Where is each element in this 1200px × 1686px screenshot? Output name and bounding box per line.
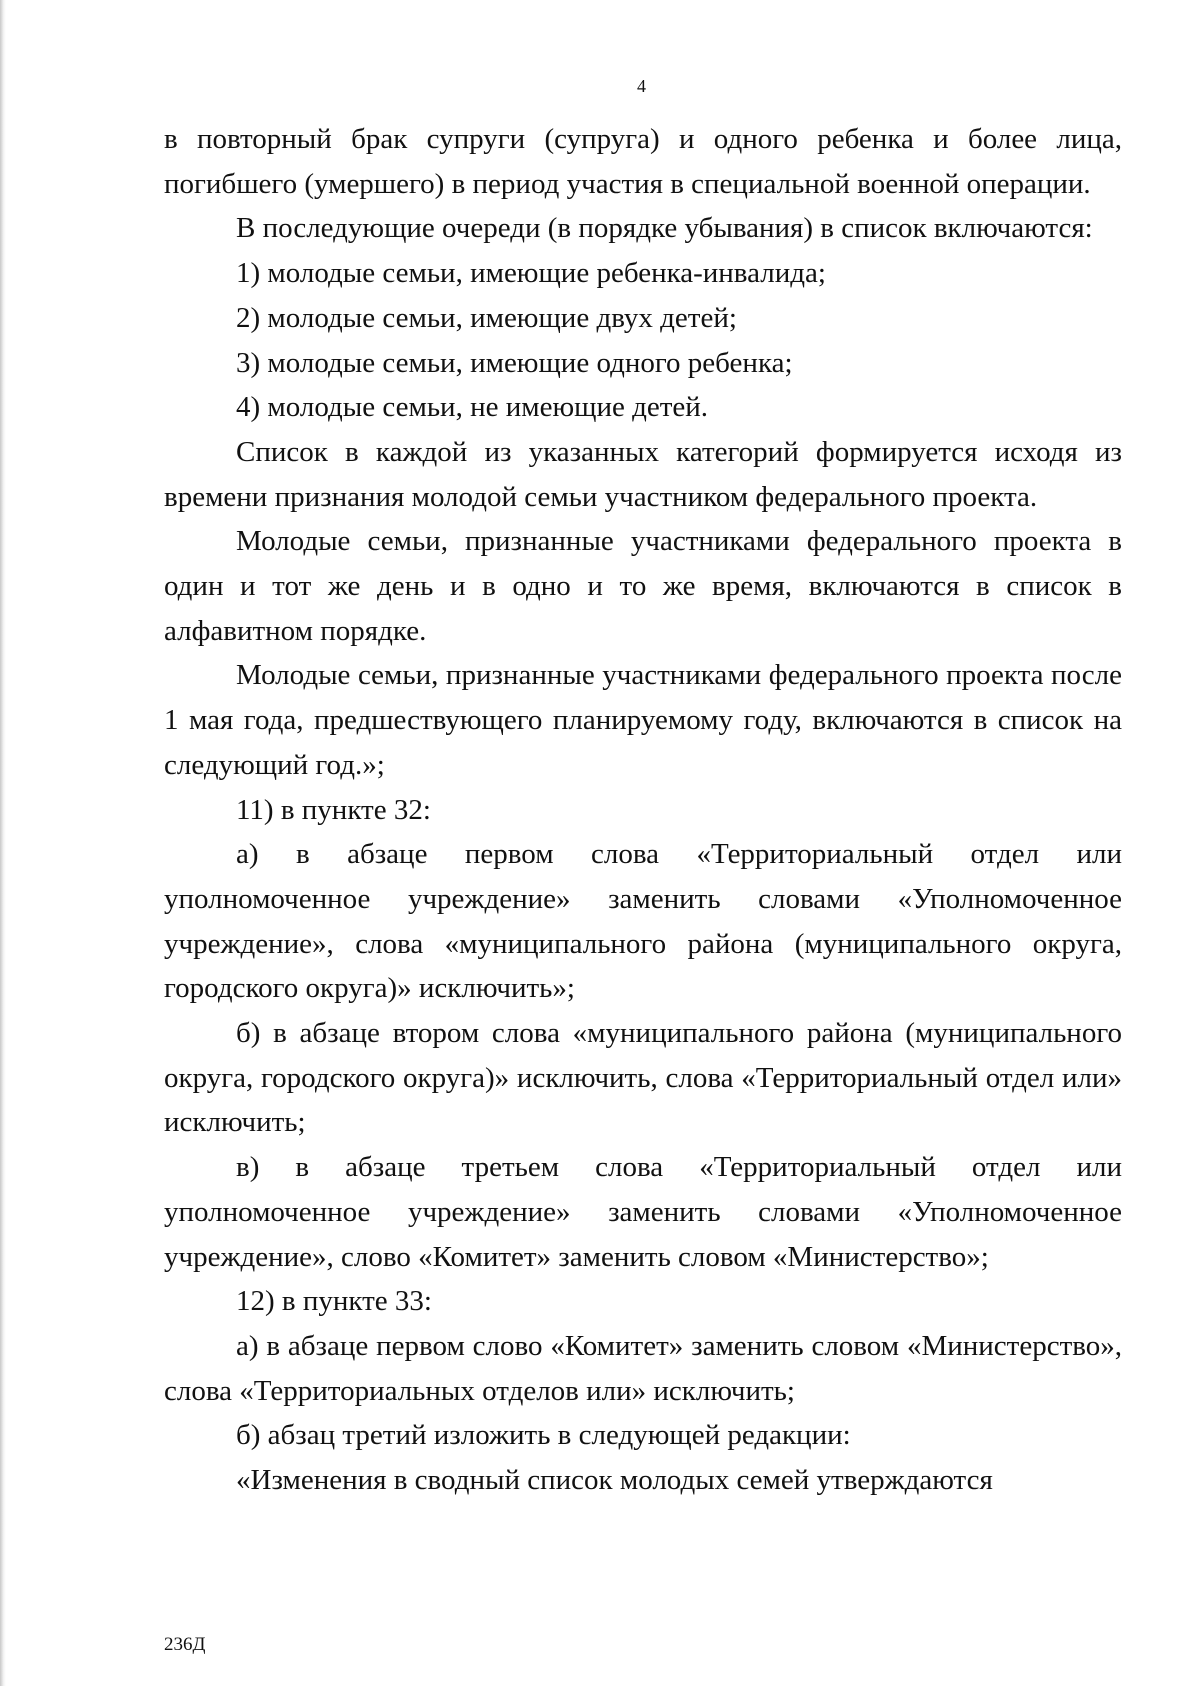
- scan-edge: [0, 0, 6, 1686]
- paragraph-subsequent-queues: В последующие очереди (в порядке убывания) в список включаются:: [236, 212, 1093, 245]
- list-item-4: 4) молодые семьи, не имеющие детей.: [236, 391, 709, 424]
- list-item-3: 3) молодые семьи, имеющие одного ребенка;: [236, 346, 793, 379]
- item-12-b: б) абзац третий изложить в следующей редакции:: [236, 1419, 851, 1452]
- page-number: 4: [637, 76, 646, 96]
- paragraph-continuation: в повторный брак супруги (супруга) и одного ребенка и более лица, погибшего (умершего) в период участия в специальной военной операции.: [164, 123, 1122, 200]
- item-11-heading: 11) в пункте 32:: [236, 793, 431, 826]
- item-11-a: а) в абзаце первом слова «Территориальный отдел или уполномоченное учреждение» заменить словами «Уполномоченное учреждение», слова «муниципального района (муниципального округа, городского округа)» исключить»;: [164, 838, 1122, 1005]
- paragraph-same-day: Молодые семьи, признанные участниками федерального проекта в один и тот же день и в одно и то же время, включаются в список в алфавитном порядке.: [164, 525, 1122, 647]
- paragraph-list-formation: Список в каждой из указанных категорий формируется исходя из времени признания молодой семьи участником федерального проекта.: [164, 435, 1122, 513]
- item-12-a: а) в абзаце первом слово «Комитет» заменить словом «Министерство», слова «Территориальных отделов или» исключить;: [164, 1329, 1122, 1407]
- list-item-2: 2) молодые семьи, имеющие двух детей;: [236, 301, 737, 334]
- document-code: 236Д: [164, 1634, 206, 1655]
- paragraph-quoted-start: «Изменения в сводный список молодых семей утверждаются: [236, 1464, 993, 1497]
- item-11-v: в) в абзаце третьем слова «Территориальный отдел или уполномоченное учреждение» заменить словами «Уполномоченное учреждение», слово «Комитет» заменить словом «Министерство»;: [164, 1151, 1122, 1273]
- paragraph-after-may: Молодые семьи, признанные участниками федерального проекта после 1 мая года, предшествующего планируемому году, включаются в список на следующий год.»;: [164, 659, 1122, 781]
- document-body: [164, 117, 1122, 1503]
- item-11-b: б) в абзаце втором слова «муниципального района (муниципального округа, городского округа)» исключить, слова «Территориальный отдел или» исключить;: [164, 1017, 1122, 1139]
- list-item-1: 1) молодые семьи, имеющие ребенка-инвалида;: [236, 257, 826, 290]
- item-12-heading: 12) в пункте 33:: [236, 1285, 432, 1318]
